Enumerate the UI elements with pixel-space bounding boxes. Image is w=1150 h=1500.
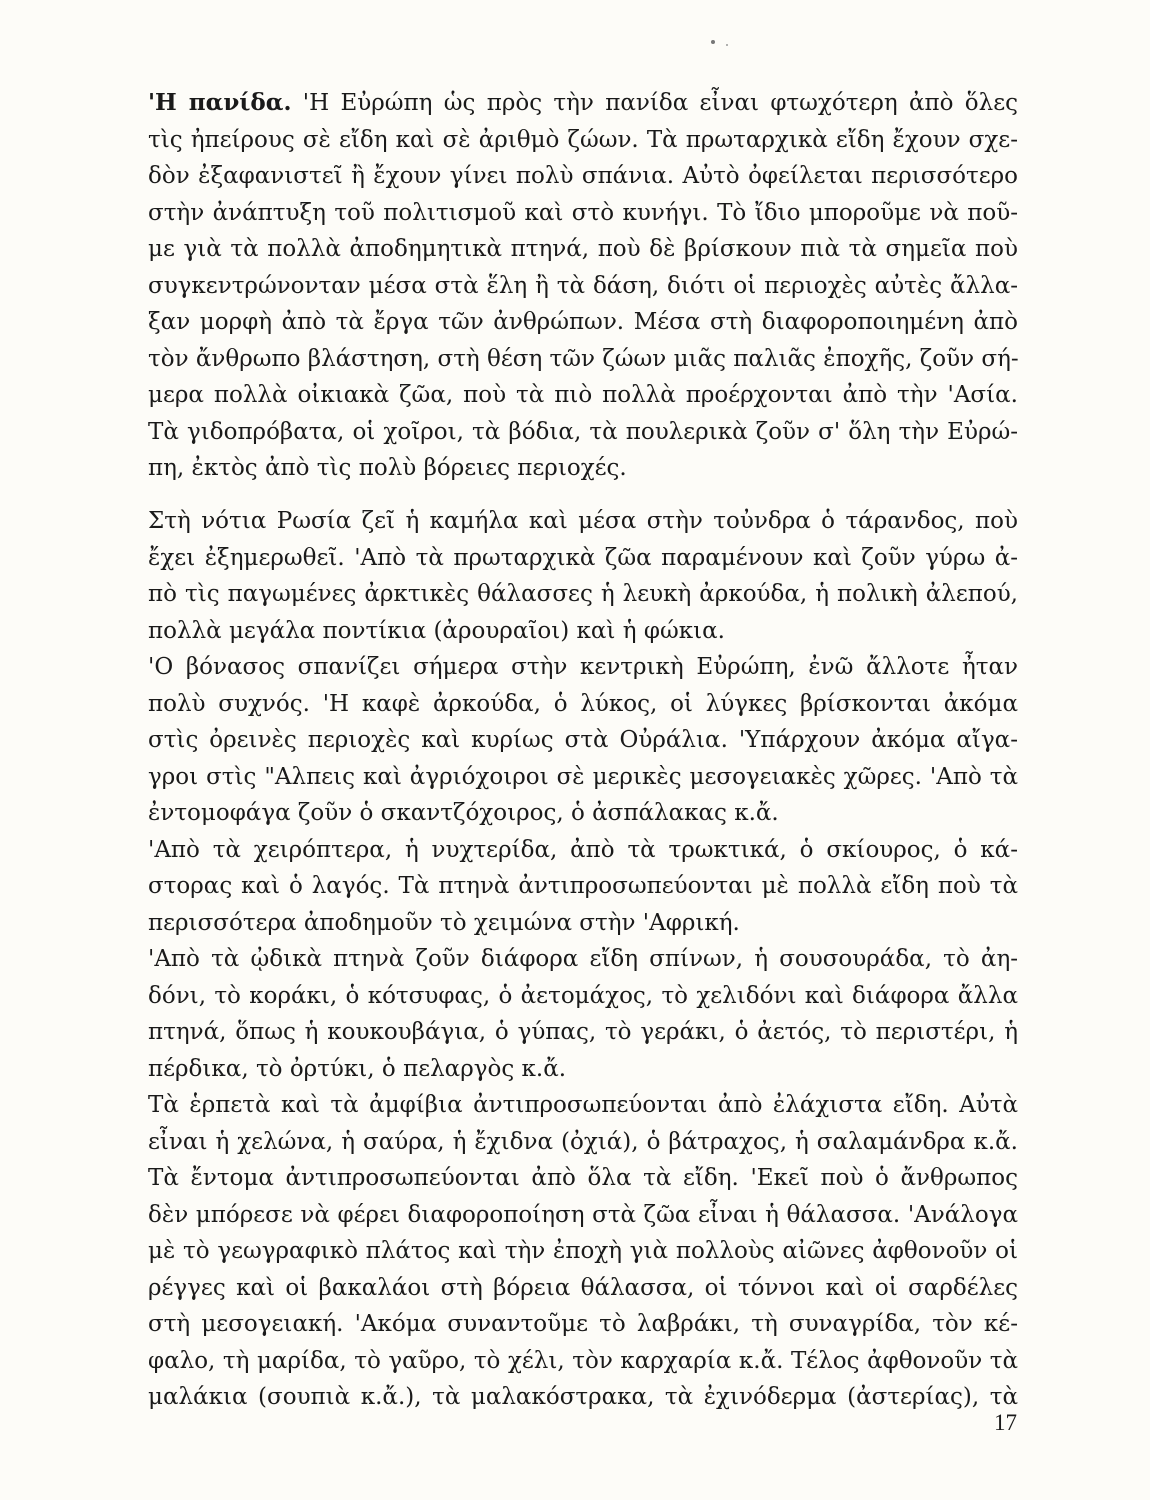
text-line: εἶναι ἡ χελώνα, ἡ σαύρα, ἡ ἔχιδνα (ὀχιά), ὁ βάτραχος, ἡ σαλαμάνδρα κ.ἄ.: [148, 1128, 1018, 1155]
text-line: στὴ μεσογειακή. 'Ακόμα συναντοῦμε τὸ λαβράκι, τὴ συναγρίδα, τὸν κέ-: [148, 1311, 1018, 1337]
text-line: ἔχει ἐξημερωθεῖ. 'Απὸ τὰ πρωταρχικὰ ζῶα παραμένουν καὶ ζοῦν γύρω ἀ-: [148, 544, 1018, 571]
text-line: στορας καὶ ὁ λαγός. Τὰ πτηνὰ ἀντιπροσωπεύονται μὲ πολλὰ εἴδη ποὺ τὰ: [148, 873, 1018, 899]
text-line: πὸ τὶς παγωμένες ἀρκτικὲς θάλασσες ἡ λευκὴ ἀρκούδα, ἡ πολικὴ ἀλεπού,: [148, 581, 1018, 607]
text-line: περισσότερα ἀποδημοῦν τὸ χειμώνα στὴν 'Αφρική.: [148, 909, 740, 936]
text-line: 'Ο βόνασος σπανίζει σήμερα στὴν κεντρικὴ Εὐρώπη, ἐνῶ ἄλλοτε ἦταν: [148, 654, 1018, 680]
text-line: πολὺ συχνός. 'Η καφὲ ἀρκούδα, ὁ λύκος, οἱ λύγκες βρίσκονται ἀκόμα: [148, 690, 1018, 717]
text-line: τὸν ἄνθρωπο βλάστηση, στὴ θέση τῶν ζώων μιᾶς παλιᾶς ἐποχῆς, ζοῦν σή-: [148, 345, 1019, 372]
text-line: μερα πολλὰ οἰκιακὰ ζῶα, ποὺ τὰ πιὸ πολλὰ προέρχονται ἀπὸ τὴν 'Ασία.: [148, 382, 1018, 408]
text-line: φαλο, τὴ μαρίδα, τὸ γαῦρο, τὸ χέλι, τὸν καρχαρία κ.ἄ. Τέλος ἀφθονοῦν τὰ: [148, 1347, 1018, 1374]
text-line: συγκεντρώνονταν μέσα στὰ ἕλη ἢ τὰ δάση, διότι οἱ περιοχὲς αὐτὲς ἄλλα-: [148, 272, 1018, 299]
text-line: Τὰ γιδοπρόβατα, οἱ χοῖροι, τὰ βόδια, τὰ πουλερικὰ ζοῦν σ' ὅλη τὴν Εὐρώ-: [148, 418, 1018, 445]
scan-speck: [726, 44, 728, 46]
text-line: γροι στὶς "Αλπεις καὶ ἀγριόχοιροι σὲ μερικὲς μεσογειακὲς χῶρες. 'Απὸ τὰ: [148, 763, 1018, 790]
text-line: δόνι, τὸ κοράκι, ὁ κότσυφας, ὁ ἀετομάχος, τὸ χελιδόνι καὶ διάφορα ἄλλα: [148, 982, 1018, 1009]
text-line: ἐντομοφάγα ζοῦν ὁ σκαντζόχοιρος, ὁ ἀσπάλακας κ.ἄ.: [148, 800, 779, 826]
text-line: στὶς ὀρεινὲς περιοχὲς καὶ κυρίως στὰ Οὐράλια. 'Υπάρχουν ἀκόμα αἴγα-: [148, 727, 1018, 753]
text-line: Τὰ ἑρπετὰ καὶ τὰ ἀμφίβια ἀντιπροσωπεύονται ἀπὸ ἐλάχιστα εἴδη. Αὐτὰ: [148, 1092, 1018, 1118]
section-heading: 'Η πανίδα.: [148, 89, 292, 116]
text-line: μὲ τὸ γεωγραφικὸ πλάτος καὶ τὴν ἐποχὴ γιὰ πολλοὺς αἰῶνες ἀφθονοῦν οἱ: [148, 1238, 1018, 1264]
paragraph-species: [148, 503, 1018, 1416]
text-line: τὶς ἠπείρους σὲ εἴδη καὶ σὲ ἀριθμὸ ζώων. Τὰ πρωταρχικὰ εἴδη ἔχουν σχε-: [148, 126, 1018, 153]
paragraph-fauna: [148, 85, 1018, 487]
text-line: ρέγγες καὶ οἱ βακαλάοι στὴ βόρεια θάλασσα, οἱ τόννοι καὶ οἱ σαρδέλες: [148, 1274, 1018, 1301]
text-line: Στὴ νότια Ρωσία ζεῖ ἡ καμήλα καὶ μέσα στὴν τοὐνδρα ὁ τάρανδος, ποὺ: [148, 508, 1018, 534]
text-line: πολλὰ μεγάλα ποντίκια (ἀρουραῖοι) καὶ ἡ φώκια.: [148, 617, 725, 644]
text-line: 'Απὸ τὰ ᾠδικὰ πτηνὰ ζοῦν διάφορα εἴδη σπίνων, ἡ σουσουράδα, τὸ ἀη-: [148, 946, 1018, 972]
text-line: δὸν ἐξαφανιστεῖ ἢ ἔχουν γίνει πολὺ σπάνια. Αὐτὸ ὀφείλεται περισσότερο: [148, 163, 1018, 189]
text-line: με γιὰ τὰ πολλὰ ἀποδημητικὰ πτηνά, ποὺ δὲ βρίσκουν πιὰ τὰ σημεῖα ποὺ: [148, 236, 1018, 262]
text-line: πέρδικα, τὸ ὀρτύκι, ὁ πελαργὸς κ.ἄ.: [148, 1055, 567, 1082]
text-line: στὴν ἀνάπτυξη τοῦ πολιτισμοῦ καὶ στὸ κυνήγι. Τὸ ἴδιο μποροῦμε νὰ ποῦ-: [148, 199, 1018, 226]
text-line: Τὰ ἔντομα ἀντιπροσωπεύονται ἀπὸ ὅλα τὰ εἴδη. 'Εκεῖ ποὺ ὁ ἄνθρωπος: [148, 1165, 1018, 1191]
text-line: δὲν μπόρεσε νὰ φέρει διαφοροποίηση στὰ ζῶα εἶναι ἡ θάλασσα. 'Ανάλογα: [148, 1201, 1018, 1228]
text-line: πτηνά, ὅπως ἡ κουκουβάγια, ὁ γύπας, τὸ γεράκι, ὁ ἀετός, τὸ περιστέρι, ἡ: [148, 1019, 1018, 1045]
page-number: 17: [994, 1410, 1017, 1435]
text-line: μαλάκια (σουπιὰ κ.ἄ.), τὰ μαλακόστρακα, τὰ ἐχινόδερμα (ἀστερίας), τὰ: [148, 1384, 1018, 1410]
text-line: ξαν μορφὴ ἀπὸ τὰ ἔργα τῶν ἀνθρώπων. Μέσα στὴ διαφοροποιημένη ἀπὸ: [148, 309, 1018, 335]
scan-speck: [711, 40, 715, 44]
text-line: 'Η πανίδα. 'Η Εὐρώπη ὡς πρὸς τὴν πανίδα εἶναι φτωχότερη ἀπὸ ὅλες: [148, 89, 1018, 116]
text-line: 'Απὸ τὰ χειρόπτερα, ἡ νυχτερίδα, ἀπὸ τὰ τρωκτικά, ὁ σκίουρος, ὁ κά-: [148, 836, 1018, 863]
text-line: πη, ἐκτὸς ἀπὸ τὶς πολὺ βόρειες περιοχές.: [148, 455, 627, 481]
